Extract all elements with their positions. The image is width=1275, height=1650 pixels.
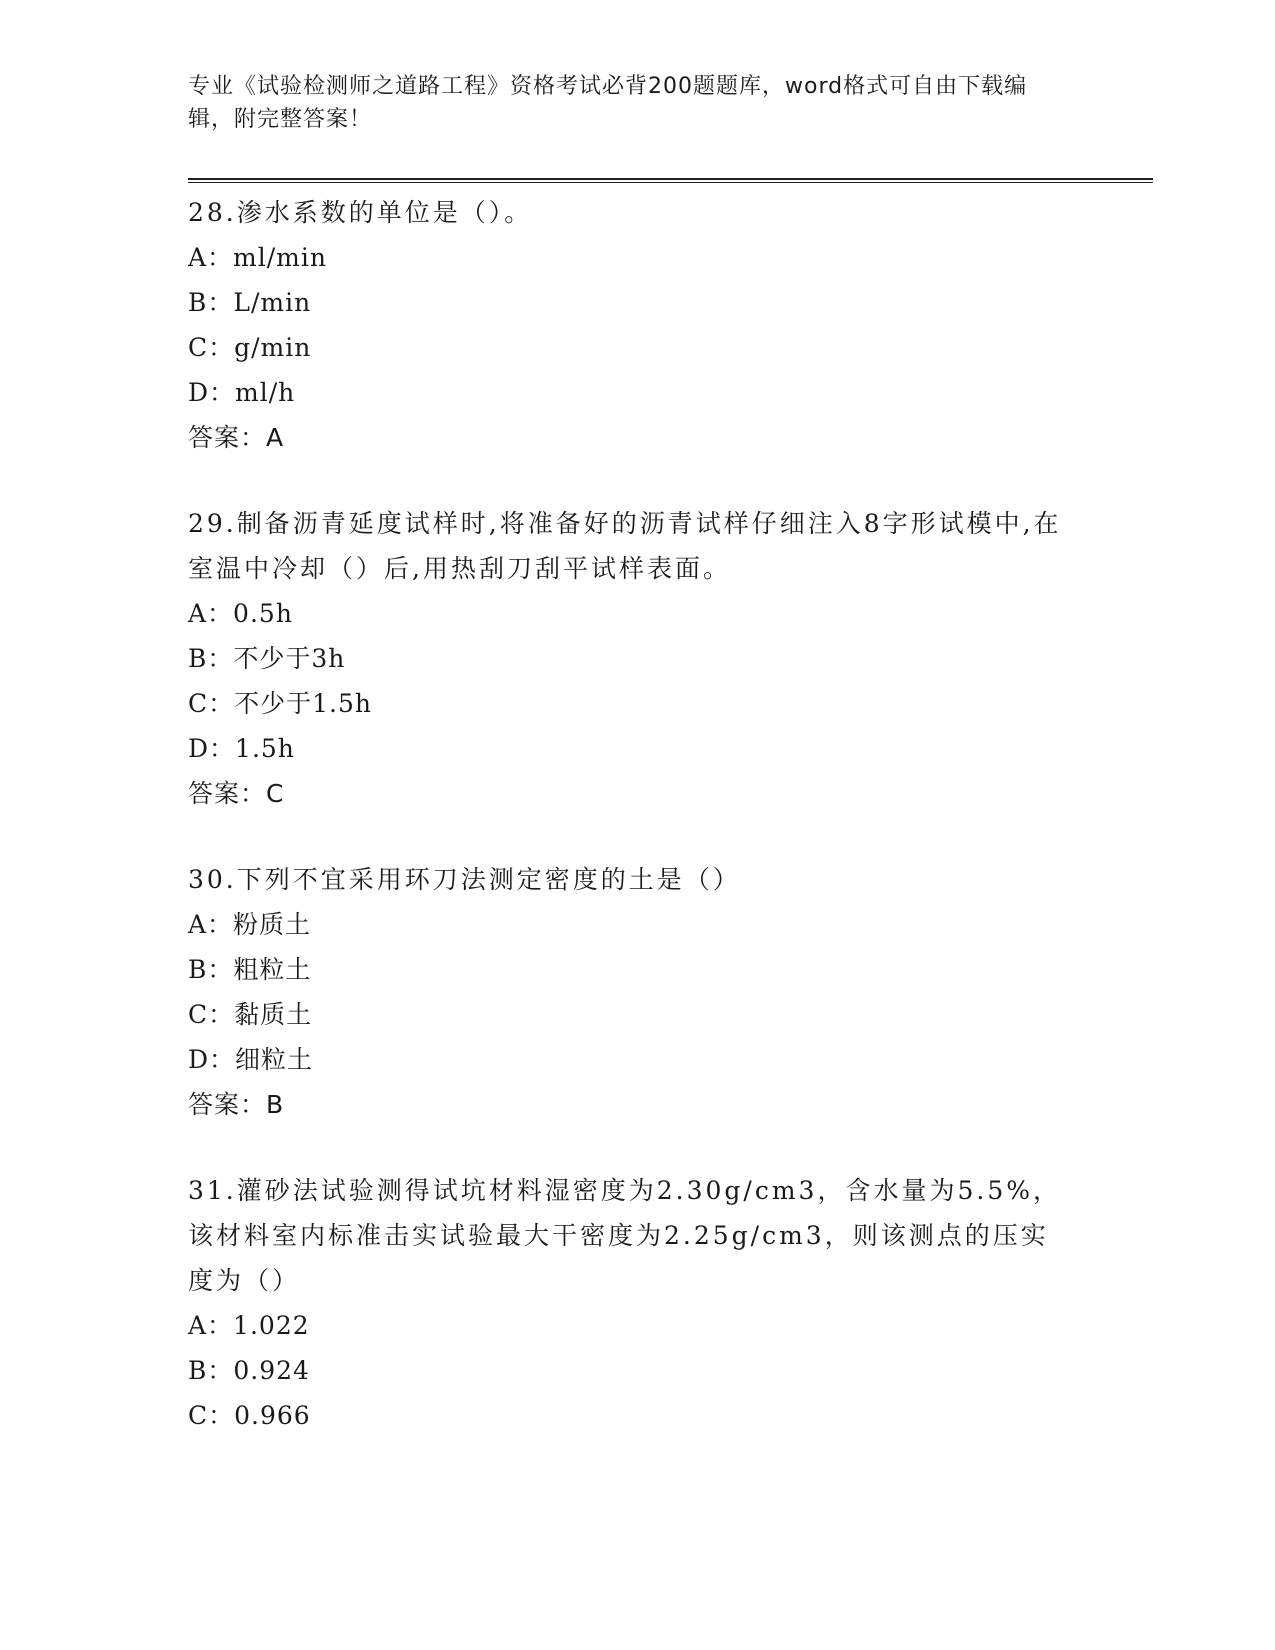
option-d: D：ml/h: [188, 378, 296, 407]
question-31: [188, 1168, 1068, 1438]
option-a: A：0.5h: [188, 599, 293, 628]
question-28: [188, 190, 1068, 460]
question-text: 28.渗水系数的单位是（）。: [188, 198, 533, 227]
option-a: A：1.022: [188, 1311, 310, 1340]
question-list: [188, 190, 1068, 1479]
question-text: 30.下列不宜采用环刀法测定密度的土是（）: [188, 865, 741, 894]
answer: 答案：A: [188, 423, 285, 452]
document-header: 专业《试验检测师之道路工程》资格考试必背200题题库，word格式可自由下载编辑，附完整答案！: [188, 74, 1028, 132]
question-30: [188, 857, 1068, 1127]
option-c: C：黏质土: [188, 1000, 313, 1029]
option-c: C：g/min: [188, 333, 312, 362]
option-b: B：L/min: [188, 288, 312, 317]
header-divider-thick: [188, 178, 1153, 180]
header-divider-thin: [188, 182, 1153, 183]
option-c: C：0.966: [188, 1401, 311, 1430]
answer: 答案：B: [188, 1090, 285, 1119]
option-b: B：不少于3h: [188, 644, 346, 673]
option-a: A：ml/min: [188, 243, 327, 272]
question-text: 29.制备沥青延度试样时,将准备好的沥青试样仔细注入8字形试模中,在室温中冷却（）后,用热刮刀刮平试样表面。: [188, 509, 1062, 583]
question-29: [188, 501, 1068, 816]
option-a: A：粉质土: [188, 910, 312, 939]
option-b: B：0.924: [188, 1356, 310, 1385]
question-text: 31.灌砂法试验测得试坑材料湿密度为2.30g/cm3，含水量为5.5%，该材料室内标准击实试验最大干密度为2.25g/cm3，则该测点的压实度为（）: [188, 1176, 1061, 1295]
option-b: B：粗粒土: [188, 955, 312, 984]
option-d: D：1.5h: [188, 734, 295, 763]
option-c: C：不少于1.5h: [188, 689, 372, 718]
option-d: D：细粒土: [188, 1045, 314, 1074]
answer: 答案：C: [188, 779, 285, 808]
